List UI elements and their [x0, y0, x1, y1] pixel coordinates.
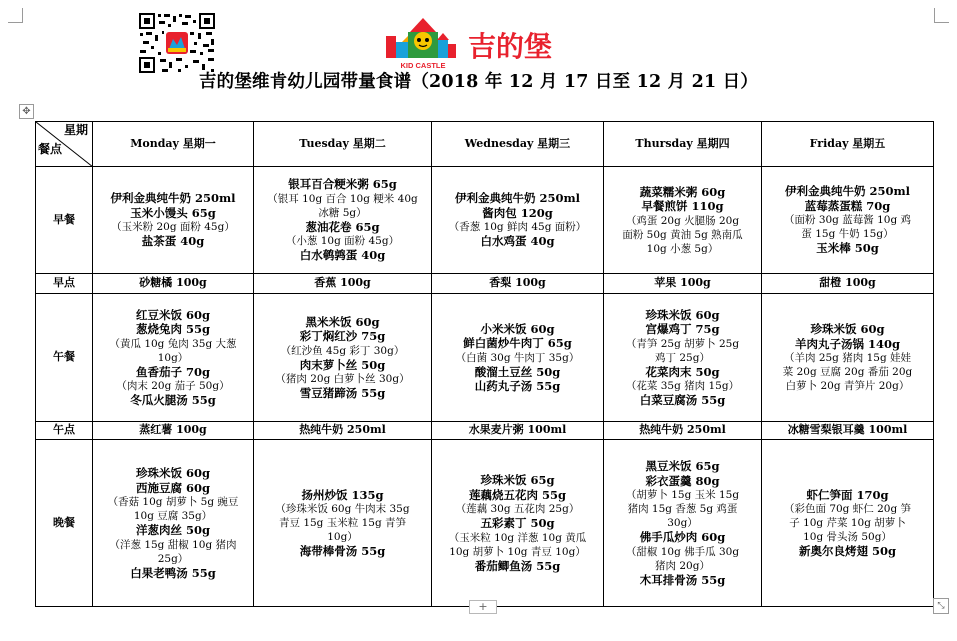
ingredient-note: （莲藕 30g 五花肉 25g）: [455, 503, 580, 515]
dish-name: 盐茶蛋 40g: [141, 234, 205, 249]
ingredient-note: （面粉 30g 蓝莓酱 10g 鸡: [783, 214, 911, 227]
ingredient-note: （香葱 10g 鲜肉 45g 面粉）: [448, 221, 587, 234]
menu-table: [35, 121, 934, 607]
ingredient-note: 10g 小葱 5g）: [646, 242, 719, 255]
qr-code-image: [138, 12, 216, 74]
ingredient-note: 青豆 15g 玉米粒 15g 青笋: [278, 517, 406, 529]
meal-label: 晚餐: [36, 440, 93, 607]
menu-cell-monday: 砂糖橘 100g: [93, 274, 254, 294]
dish-name: 鲜白菌炒牛肉丁 65g: [463, 336, 572, 350]
ingredient-note: （洋葱 15g 甜椒 10g 猪肉: [109, 538, 237, 551]
ingredient-note: （银耳 10g 百合 10g 粳米 40g: [267, 192, 418, 205]
meal-label: 午点: [36, 422, 93, 440]
ingredient-note: 25g）: [157, 552, 189, 565]
meal-row: [36, 294, 934, 422]
dish-name: 鱼香茄子 70g: [135, 364, 211, 379]
table-resize-handle-icon[interactable]: ⤡: [933, 598, 949, 614]
menu-cell-friday: [762, 167, 934, 274]
menu-cell-tuesday: 香蕉 100g: [254, 274, 432, 294]
ingredient-note: （小葱 10g 面粉 45g）: [285, 235, 400, 248]
menu-cell-friday: 冰糖雪梨银耳羹 100ml: [762, 422, 934, 440]
dish-name: 红豆米饭 60g: [135, 307, 211, 322]
dish-name: 珍珠米饭 60g: [135, 466, 211, 480]
corner-header-meal: 餐点: [38, 142, 63, 156]
menu-cell-wednesday: [432, 167, 604, 274]
dish-name: 葱烧兔肉 55g: [135, 322, 211, 336]
menu-cell-thursday: 热纯牛奶 250ml: [604, 422, 762, 440]
day-header-friday: Friday 星期五: [762, 122, 934, 167]
ingredient-note: 猪肉 20g）: [655, 559, 710, 572]
ingredient-note: 10g 豆腐 35g）: [133, 510, 213, 522]
ingredient-note: 子 10g 芹菜 10g 胡萝卜: [789, 517, 906, 529]
menu-cell-friday: [762, 440, 934, 607]
menu-cell-friday: 甜橙 100g: [762, 274, 934, 294]
dish-name: 伊利金典纯牛奶 250ml: [110, 191, 236, 206]
meal-row: [36, 440, 934, 607]
dish-name: 西施豆腐 60g: [135, 480, 211, 495]
dish-name: 宫爆鸡丁 75g: [645, 322, 720, 336]
logo-brand-text: 吉的堡: [467, 30, 553, 63]
menu-cell-thursday: [604, 294, 762, 422]
dish-name: 白水鹌鹑蛋 40g: [299, 248, 386, 263]
dish-name: 玉米棒 50g: [816, 241, 879, 256]
page-title: 吉的堡维肯幼儿园带量食谱（2018 年 12 月 17 日至 12 月 21 日）: [198, 72, 759, 92]
dish-name: 白菜豆腐汤 55g: [639, 393, 726, 407]
dish-name: 花菜肉末 50g: [645, 364, 720, 379]
dish-name: 银耳百合粳米粥 65g: [288, 177, 397, 192]
dish-name: 白果老鸭汤 55g: [130, 565, 216, 580]
menu-cell-tuesday: [254, 294, 432, 422]
menu-cell-wednesday: 水果麦片粥 100ml: [432, 422, 604, 440]
dish-name: 佛手瓜炒肉 60g: [639, 530, 726, 544]
dish-name: 海带棒骨汤 55g: [299, 544, 386, 558]
dish-name: 珍珠米饭 65g: [480, 473, 555, 487]
menu-cell-wednesday: [432, 294, 604, 422]
meal-label: 早点: [36, 274, 93, 294]
dish-name: 小米米饭 60g: [480, 321, 555, 336]
ingredient-note: （鸡蛋 20g 火腿肠 20g: [625, 214, 740, 227]
dish-name: 蓝莓蒸蛋糕 70g: [804, 198, 891, 213]
page-corner-mark-left: [8, 8, 23, 23]
day-header-thursday: Thursday 星期四: [604, 122, 762, 167]
dish-name: 蔬菜糯米粥 60g: [639, 184, 726, 199]
menu-cell-wednesday: [432, 440, 604, 607]
dish-name: 新奥尔良烤翅 50g: [798, 544, 897, 558]
add-row-button[interactable]: +: [469, 600, 497, 614]
ingredient-note: （花菜 35g 猪肉 15g）: [625, 380, 740, 392]
ingredient-note: 白萝卜 20g 青笋片 20g）: [785, 380, 910, 392]
ingredient-note: 10g 胡萝卜 10g 青豆 10g）: [449, 545, 586, 558]
menu-cell-wednesday: 香梨 100g: [432, 274, 604, 294]
dish-name: 玉米小馒头 65g: [130, 205, 216, 220]
ingredient-note: 10g）: [157, 351, 189, 364]
kid-castle-logo: [386, 12, 572, 70]
menu-cell-monday: [93, 294, 254, 422]
menu-cell-tuesday: [254, 167, 432, 274]
ingredient-note: 10g 骨头汤 50g）: [803, 531, 892, 543]
ingredient-note: （彩色面 70g 虾仁 20g 笋: [783, 503, 911, 515]
ingredient-note: （玉米粉 20g 面粉 45g）: [111, 221, 235, 234]
menu-cell-tuesday: [254, 440, 432, 607]
dish-name: 白水鸡蛋 40g: [480, 234, 555, 249]
ingredient-note: （肉末 20g 茄子 50g）: [116, 380, 230, 392]
menu-cell-thursday: 苹果 100g: [604, 274, 762, 294]
ingredient-note: 菜 20g 豆腐 20g 番茄 20g: [782, 366, 913, 378]
ingredient-note: （玉米粒 10g 洋葱 10g 黄瓜: [448, 531, 587, 544]
meal-row: [36, 274, 934, 294]
dish-name: 莲藕烧五花肉 55g: [468, 487, 567, 502]
dish-name: 珍珠米饭 60g: [645, 307, 720, 322]
ingredient-note: （红沙鱼 45g 彩丁 30g）: [280, 344, 405, 357]
day-header-tuesday: Tuesday 星期二: [254, 122, 432, 167]
menu-cell-tuesday: 热纯牛奶 250ml: [254, 422, 432, 440]
dish-name: 五彩素丁 50g: [480, 516, 555, 530]
dish-name: 黑豆米饭 65g: [645, 459, 720, 473]
menu-cell-friday: [762, 294, 934, 422]
table-move-handle-icon[interactable]: ✥: [19, 104, 34, 119]
menu-cell-monday: 蒸红薯 100g: [93, 422, 254, 440]
day-header-monday: Monday 星期一: [93, 122, 254, 167]
ingredient-note: （珍珠米饭 60g 牛肉末 35g: [275, 503, 410, 515]
ingredient-note: 10g）: [327, 531, 358, 543]
corner-header-cell: [36, 122, 93, 167]
menu-cell-monday: [93, 167, 254, 274]
dish-name: 虾仁笋面 170g: [806, 487, 889, 502]
dish-name: 伊利金典纯牛奶 250ml: [784, 184, 911, 199]
ingredient-note: （香菇 10g 胡萝卜 5g 豌豆: [107, 496, 239, 508]
dish-name: 早餐煎饼 110g: [641, 199, 724, 213]
dish-name: 山药丸子汤 55g: [474, 379, 561, 393]
ingredient-note: （猪肉 20g 白萝卜丝 30g）: [275, 373, 410, 385]
ingredient-note: 鸡丁 25g）: [655, 351, 710, 364]
ingredient-note: （白菌 30g 牛肉丁 35g）: [455, 351, 580, 364]
dish-name: 雪豆猪蹄汤 55g: [299, 386, 386, 400]
dish-name: 冬瓜火腿汤 55g: [130, 393, 216, 407]
meal-label: 早餐: [36, 167, 93, 274]
page-corner-mark-right: [934, 8, 949, 23]
ingredient-note: 冰糖 5g）: [318, 206, 367, 219]
ingredient-note: 猪肉 15g 香葱 5g 鸡蛋: [627, 503, 738, 515]
dish-name: 珍珠米饭 60g: [810, 322, 885, 336]
dish-name: 酱肉包 120g: [482, 205, 553, 220]
menu-cell-monday: [93, 440, 254, 607]
dish-name: 彩衣蛋羹 80g: [645, 473, 720, 488]
dish-name: 扬州炒饭 135g: [301, 487, 384, 502]
logo-subtext: KID CASTLE: [400, 61, 446, 70]
dish-name: 洋葱肉丝 50g: [135, 523, 211, 537]
ingredient-note: 蛋 15g 牛奶 15g）: [801, 228, 894, 241]
day-header-wednesday: Wednesday 星期三: [432, 122, 604, 167]
dish-name: 葱油花卷 65g: [305, 219, 380, 234]
meal-row: [36, 167, 934, 274]
ingredient-note: 30g）: [667, 517, 698, 529]
dish-name: 肉末萝卜丝 50g: [299, 357, 386, 372]
dish-name: 彩丁焖红沙 75g: [299, 329, 386, 343]
menu-cell-thursday: [604, 440, 762, 607]
dish-name: 黑米米饭 60g: [305, 314, 380, 329]
dish-name: 木耳排骨汤 55g: [639, 572, 726, 587]
ingredient-note: （黄瓜 10g 兔肉 35g 大葱: [109, 337, 237, 350]
ingredient-note: （胡萝卜 15g 玉米 15g: [625, 489, 740, 501]
dish-name: 番茄鲫鱼汤 55g: [474, 558, 561, 573]
ingredient-note: （甜椒 10g 佛手瓜 30g: [625, 545, 740, 558]
corner-header-weekday: 星期: [63, 123, 88, 137]
dish-name: 羊肉丸子汤锅 140g: [794, 336, 901, 351]
ingredient-note: 面粉 50g 黄油 5g 熟南瓜: [622, 228, 743, 241]
ingredient-note: （青笋 25g 胡萝卜 25g: [625, 337, 740, 350]
dish-name: 酸溜土豆丝 50g: [474, 364, 561, 379]
meal-row: [36, 422, 934, 440]
meal-label: 午餐: [36, 294, 93, 422]
ingredient-note: （羊肉 25g 猪肉 15g 娃娃: [783, 352, 911, 364]
dish-name: 伊利金典纯牛奶 250ml: [454, 191, 581, 206]
menu-cell-thursday: [604, 167, 762, 274]
